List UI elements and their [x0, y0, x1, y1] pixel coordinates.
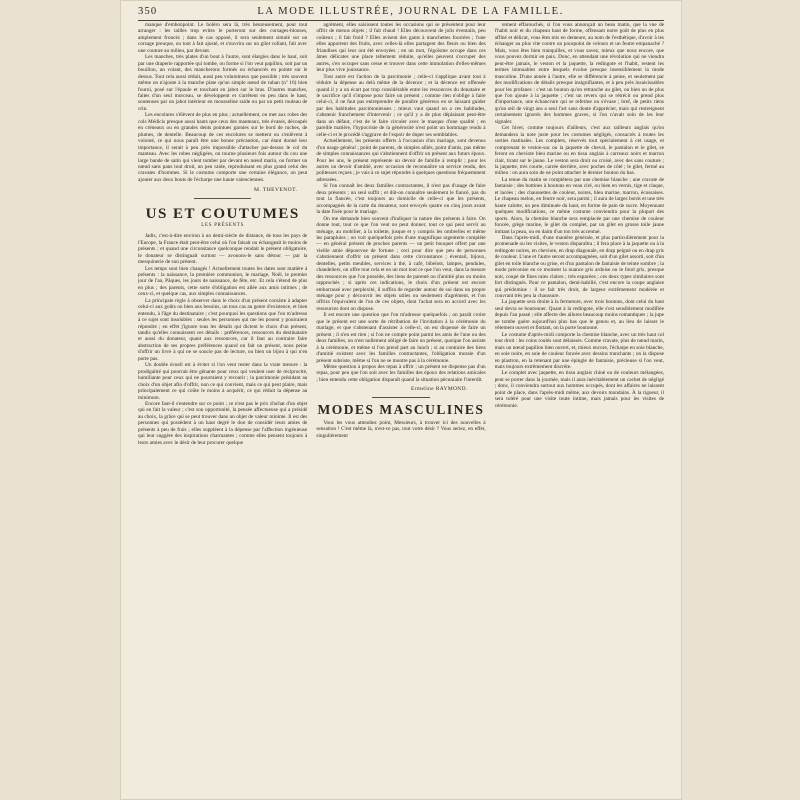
- paragraph: manque d'embonpoint. Le boléro sera là, très heureusement, pour tout arranger : les tailles trop evites le porteront sur des corsages-blouses, amplement froncés ; dans le cas opposé, il sera seulement simulé sur un corsage preuque, ou tout à fait ajusté, et s'ouvrira sur un gilet collant, fait avec une couture au milieu, par devant.: [138, 22, 308, 54]
- paragraph: Même question à propos des repas à offrir ; un présent ne dispense pas d'un repas, pour peu que l'on soit avec les familles des époux des relations amicales ; bien entendu cette obligation disparaît quand la situation pécuniaire l'interdit.: [316, 364, 486, 383]
- paragraph: agrément, elles saisissent toutes les occasions qui se présentent pour leur offrir de menus objets ; il fait chaud ! Elles découvrent de jolis éventails, peu coûteux ; il fait froid ? Elles avisent des gants à manchettes fourrées ; l'une elles apportent des fruits, avec celles-là elles partagent des fleurs ou bien des friandises qui leur ont été envoyées ; en un mot, l'égoïsme occupe dans ces âmes délicates une place tellement réduite, qu'elles peuvent s'occuper des autres, s'en occuper sans cesse et trouver dans cette immolation d'elles-mêmes leur plus vive jouissance.: [316, 22, 486, 74]
- section-title: MODES MASCULINES: [317, 401, 485, 417]
- column-2: [316, 22, 485, 794]
- divider: [194, 198, 252, 199]
- paragraph: Les encolures s'élèvent de plus en plus ; actuellement, on met aux robes des cols Médicis presque aussi hauts que ceux des manteaux, très évasés, découpés en créneaux ou en grandes dents pointues garnies sur le bord de ruches, de plumes, de dentelle. Beaucoup de ces encolures se mettent ou s'enlèvent à volonté, ce qui nous paraît être une bonne précaution, car étant donné leur importance, il serait à peu près impossible d'attacher par-dessus le col du manteau. Avec les robes négligées, on tourne plusieurs fois autour du cou une large bande de satin qui vient tomber par devant en nœud marin, ou former un nœud sans pans tout droit, un peu raide, reproduisant en plus grand celui des cravates d'hommes. Si le costume comporte une certaine élégance, on peut ajouter aux deux bouts de l'écharpe une haute valenciennes.: [138, 112, 308, 183]
- running-head: [138, 6, 664, 21]
- paragraph: Vous les vous attendiez point, Messieurs, à trouver ici des nouvelles à sensation ! C'est même là, n'est-ce pas, tout votre désir ? Vous seriez, en effet, singulièrement: [316, 419, 486, 439]
- paragraph: Si l'on connaît les deux familles contractantes, il n'est pas d'usage de faire deux présents ; un seul suffit ; et dût-on connaître seulement le fiancé, pas du tout la fiancée, c'est toujours au domicile de celle-ci que les présents, accompagnés de la carte du donateur, sont envoyés quatre ou cinq jours avant la date fixée pour le mariage.: [316, 183, 486, 216]
- paragraph: Encore faut-il s'entendre sur ce point ; ce n'est pas le prix d'achat d'un objet qui en fait la valeur ; c'est son opportunité, la pensée affectueuse qui a présidé au choix, la grâce qui se peut trouver dans un objet de valeur minime. Il est des personnes qui possèdent à un haut degré le don de considér leurs amies de présents à peu de frais ; elles suppléent à la dépense par l'affection ingénieuse qui leur suggère des inspirations charmantes ; comme elles pensent toujours à leurs amies avec le désir de leur procurer quelque: [138, 401, 308, 446]
- paragraph: Dans l'après-midi, d'une manière générale, et plus particulièrement pour la promenade ou les visites, le veston disparaîtra ; il fera place à la jaquette ou à la redingote noires, en cheviote, en drap diagonale, en drap peigné ou en drap gris de couleur. L'une et l'autre seront accompagnées, soit d'un gilet assorti, soit d'un gilet en toile blanche ou grise, et d'un pantalon de fantaisie de teinte sombre ; la mode préconise en ce moment la nuance gris ardoise ou le fond gris, presque noir, coupé de fines raies claires ; très espacées ; ces deux types similaires sont fort distingués. Pour ce pantalon, demi-habillé, c'est encore la coupe anglaise qui prédomine : il se fait très droit, de largeur extrêmement modérée et couvrant très peu la chaussure.: [494, 234, 664, 300]
- paragraph: Un double écueil est à éviter si l'on veut rester dans la vraie mesure : la prodigalité qui pourrait être gênante pour ceux qui veulent user de réciprocité, humiliante pour ceux qui ne pourraient y recourir ; la parcimonie présidant au choix d'un objet afin d'offrir, non ce qui convient, mais ce qui peut plaire, mais principalement ce qui coûte le moins à acquérir, ce qui réduit la dépense au minimum.: [138, 362, 308, 401]
- paragraph: Il est encore une question que l'on m'adresse quelquefois ; on paraît croire que le présent est une sorte de rétribution de l'invitation à la cérémonie du mariage, et que s'abstenant d'assister à celle-ci, on est dispensé de faire un présent ; il n'en est rien ; si l'on ne compte point parmi les amis de l'une ou des deux familles, on n'est nullement obligé de faire un présent, quoique l'on assiste à la cérémonie, et même si l'on prend part au lunch ; si au contraire des liens d'amitié existent avec les familles contractantes, l'obligation morale d'un présent subsiste, même si l'on ne se montre pas à la cérémonie.: [316, 312, 486, 364]
- paragraph: On me demande bien souvent d'indiquer la nature des présents à faire. On donne tout, tout ce que l'on veut ou peut donner, tout ce qui peut servir au ménage, au mobilier, à la toilette, jusque et y compris les ombrelles et même les parapluies ; on voit quelquefois près d'une magnifique argenterie complète — en général présent de proches parents — un petit bouquet offert par une vieille amie dépourvue de fortune ; ceci pour dire que peu de personnes s'abstiennent d'offrir un présent dans cette circonstance ; éventail, bijoux, dentelles, petits meubles, services à thé, à café, bibelots, lampes, pendules, chandeliers, on offre tout cela et en un mot tout ce que l'on veut, dans la mesure des ressources que l'on possède, des liens de parenté ou d'amitié plus ou moins rapprochés ; si après ces indications, le choix d'un présent est encore embarrassé avec perplexité, il suffira de regarder autour de soi dans un propre ménage pour y découvrir les objets utiles ou seulement d'agrément, et l'on offrira l'équivalent de l'un de ces objets, dont l'achat sera en accord avec les ressources dont on dispose.: [316, 215, 486, 312]
- paragraph: Le costume d'après-midi comporte la chemise blanche, avec un très haut col tout droit : les coins roulés sont délaissés. Comme cravate, plus de nœud marin, mais un nœud papillon bien ouvert, et, mieux encore, l'écharpe en soie blanche, en soie noire, en soie de couleur foncée avec dessins tranchants ; on la dispose en plastron, en la retenant par une épingle de fantaisie, précieuse si l'on veut, mais toujours extrêmement discrète.: [494, 331, 664, 371]
- paragraph: Les manches, très plates d'un bout à l'autre, sont élargies dans le haut, soit par une draperie rapportée qui tombe, ou forme si l'on veut papillon, soit par un bouillon, un volant, des mancherons formés ou échancrés en pointe sur le dessus. Tout cela aussi réduit, aussi peu volumineux que possible ; très souvent même on n'ajoute à la manche plate qu'un simple nœud de ruban (nº 16) bien fourni, posé sur l'épaule et touchant en jabot sur le bras. D'autres manches, faites d'un seul morceau, se développent et s'arrêtent en peu dans le haut, soutenues par un jabot intérieur en mousseline raide ou par un petit rouleau de crin.: [138, 54, 308, 112]
- paragraph: Jadis, c'est-à-dire environ à un demi-siècle de distance, de tous les pays de l'Europe, la France était peut-être celui où l'on faisait ou échangeait le moins de présents ; et quand une circonstance quelconque rendait le présent obligatoire, le donateur se distinguait surtout — avouons-le sans détour — par la mesquinerie de son présent.: [138, 233, 308, 266]
- section-subtitle: LES PRÉSENTS: [201, 222, 245, 228]
- article-signature: M. THEVENOT.: [254, 187, 298, 194]
- column-1: [138, 22, 307, 794]
- paragraph: Actuellement, les présents offerts à l'occasion d'un mariage, sont devenus d'un usage général ; point de parents, de simples alliés, point d'amis, pas même de simples connaissances qui s'abstiennent d'offrir un présent aux futurs époux. Pour les uns, le présent représente un devoir de famille à remplir ; pour les autres un devoir d'amitié, avec occasion de reconnaître un service rendu, des politesses reçues ; je vais à ce sujet répondre à quelques questions fréquemment adressées.: [316, 138, 486, 183]
- paragraph: Les temps sont bien changés ! Actuellement toutes les dates sont matière à présents : la naissance, la première communion, le mariage, Noël, le premier jour de l'an, Pâques, les jours de naissance, de fête, etc. Et cela s'étend de plus en plus ; des parents, cette sorte d'obligation est allée aux amis intimes ; de ceux-ci, et quelque cas, aux simples connaissances.: [138, 265, 308, 298]
- page-number: 350: [138, 6, 158, 17]
- newspaper-page: [120, 0, 682, 800]
- paragraph: La principale règle à observer dans le choix d'un présent consiste à adapter celui-ci aux goûts ou bien aux besoins, un tous cas au genre d'existence, et bien entendu, à l'âge du destinataire ; c'est pourquoi les questions que l'on m'adresse à ce sujet sont insolubles : seules les personnes qui me les posent y pourraient répondre ; en effet j'ignore tous les détails qui dictent le choix d'un présent, tandis qu'elles connaissent ces détails : préférences, ressources du destinataire et aussi du donateur, quant aux ressources, car il faut au contraire faire abstraction de ses propres préférences quand on fait un présent, nous peine d'offrir un livre à qui ne se soucie pas de lecture, ou bien un bijou à qui n'en porte pas.: [138, 297, 308, 362]
- paragraph: La jaquette sera droite à la fermeture, avec trois boutons, dont celui du haut seul devra se boutonner. Quant à la redingote, elle s'est sensiblement modifiée depuis l'an passé ; elle affecte des allures beaucoup moins romantiques ; la jupe ne tombe guère aujourd'hui plus bas que le genou et, au lieu de laisser le vêtement ouvert et flottant, on la porte boutonné.: [494, 299, 664, 332]
- divider: [372, 397, 430, 398]
- text-columns: [138, 22, 664, 794]
- paragraph: Le complet avec jaquette, en tissu anglais chiné ou de couleurs mélangées, peut se porter dans la journée, mais il aura inévitablement un cachet de négligé ; donc, il conviendra surtout aux hommes occupés, dont les affaires ne laissent point de place, dans l'après-midi même, aux devoirs mondains. À la rigueur, il sera toléré pour une visite toute intime, mais jamais pour les visites de cérémonie.: [494, 370, 664, 409]
- journal-title: LA MODE ILLUSTRÉE, JOURNAL DE LA FAMILLE.: [257, 6, 564, 17]
- section-title: US ET COUTUMES: [145, 205, 300, 222]
- paragraph: Tout autre est l'action de la parcimonie ; celle-ci s'applique avant tout à réduire la dépense au delà même de la décence ; et la décence est offensée quand il y a un écart par trop considérable entre les ressources du donataire et le sacrifice qu'il s'impose pour faire un présent ; comme rien n'oblige à faire celui-ci, il ne faut pas entreprendre de paraître généreux en se laissant guider par des habitudes parcimonieuses ; mieux vaut quand on a ces habitudes, s'abstenir franchement d'intervenir ; ce qu'il y a de plus déplaisant peut-être dans un défaut, c'est de le faire circuler avec le masque d'une qualité ; en pareille matière, l'hypocrisie de la générosité n'est point un hommage rendu à celle-ci et le procédé s'aggrave de l'espoir de duper ses semblables.: [316, 73, 486, 138]
- paragraph: Cet hiver, comme toujours d'ailleurs, c'est aux tailleurs anglais qu'on demandera la note juste pour les costumes négligés, consacrés à toutes les sorties matinales. Les complets, réservés tout spécialement à cet usage, et comprenant le veston-sac ou la jaquette de cheval, le pantalon et le gilet, se feront en cheviote bleu marine ou en tissu anglais à carreaux noirs et marron clair, tirant sur le jaune. Le veston sera droit ou croisé, avec des sans couture ; la jaquette, très courte, carrée derrière, avec poches de côté ; le gilet, fermé au milieu : on aura soin de ne point attacher le dernier bouton du bas.: [494, 125, 664, 177]
- column-3: [495, 22, 664, 794]
- paragraph: La tenue du matin se complétera par une chemise blanche ; une cravate de fantaisie ; des bottines à boutons en veau ciré, ou bien en vernis, tige et claque, et lacées ; des chaussettes de couleur, noires, bleu marine, marron, écossaises. Le chapeau melon, en feutre noir, sera parmi ; il aura de larges bords et une très haute calotte, un peu diminuée du haut, en forme de pain de sucre. Moyennant quelques modifications, ce même costume conviendra pour la plupart des sports. Alors, la chemise blanche sera remplacée par une chemise de couleur foncée, grège marine, le gilet du complet, par un gilet en grosse toile jaune imitant la peau, ou en daim d'un ton très accentué.: [494, 176, 664, 235]
- article-signature: Ermeline RAYMOND.: [411, 386, 468, 393]
- paragraph: rement effarouchés, si l'on vous annonçait un beau matin, que la vue de l'habit noir et du chapeau haut de forme, offensant notre goût de plus en plus affiné et délicat, vous êtes mis en demeure, au nom de l'esthétique, d'avoir à les échanger au plus vite contre un pourpoint de velours et un feutre empanaché ? Mais, vous êtes bien tranquilles, et vous savez, mieux que nous encore, que vous pouvez dormir en paix. Donc, en attendant une révolution qui ne viendra peut-être jamais, le veston et la jaquette, la redingote et l'habit, restent les termes immuables entre lesquels évolue presque insensiblement la mode masculine. D'une année à l'autre, elle se différencie à peine, et seulement par des modifications de détails presque insignifiantes, et à peu près insaisissables pour les profanes : c'est un bouton qu'on retranche au gilet, ou bien un de plus que l'on ajoute à la jaquette ; c'est un revers qui se rétrécit ou prend plus d'importance, une échancrure qui se referme ou s'évase ; bref, de petits riens qu'un œil de vingt ans a seul l'art sans doute d'apprécier, mais qui restreignent certainement ignorés des hommes graves, si l'on n'avait soin de les leur signaler.: [494, 22, 664, 125]
